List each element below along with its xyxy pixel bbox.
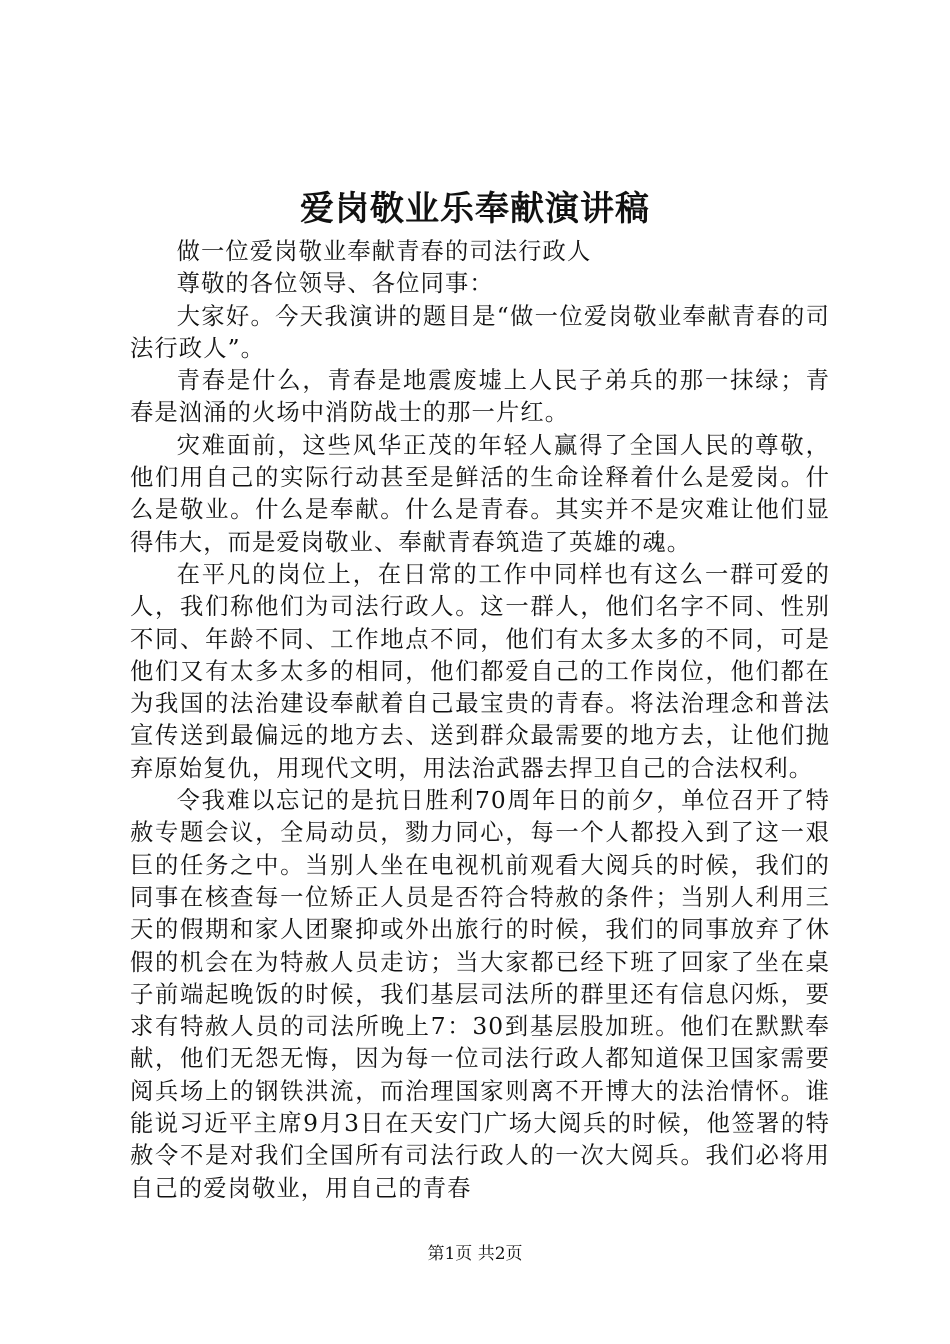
paragraph: 在平凡的岗位上，在日常的工作中同样也有这么一群可爱的人，我们称他们为司法行政人。这一群人，他们名字不同、性别不同、年龄不同、工作地点不同，他们有太多太多的不同，可是他们又有太多太多的相同，他们都爱自己的工作岗位，他们都在为我国的法治建设奉献着自己最宝贵的青春。将法治理念和普法宣传送到最偏远的地方去、送到群众最需要的地方去，让他们抛弃原始复仇，用现代文明，用法治武器去捍卫自己的合法权利。: [130, 560, 830, 782]
paragraph: 青春是什么，青春是地震废墟上人民子弟兵的那一抹绿；青春是汹涌的火场中消防战士的那一片红。: [130, 367, 830, 427]
paragraph: 令我难以忘记的是抗日胜利70周年日的前夕，单位召开了特赦专题会议，全局动员，勠力同心，每一个人都投入到了这一艰巨的任务之中。当别人坐在电视机前观看大阅兵的时候，我们的同事在核查每一位矫正人员是否符合特赦的条件；当别人利用三天的假期和家人团聚抑或外出旅行的时候，我们的同事放弃了休假的机会在为特赦人员走访；当大家都已经下班了回家了坐在桌子前端起晚饭的时候，我们基层司法所的群里还有信息闪烁，要求有特赦人员的司法所晚上7：30到基层股加班。他们在默默奉献，他们无怨无悔，因为每一位司法行政人都知道保卫国家需要阅兵场上的钢铁洪流，而治理国家则离不开博大的法治情怀。谁能说习近平主席9月3日在天安门广场大阅兵的时候，他签署的特赦令不是对我们全国所有司法行政人的一次大阅兵。我们必将用自己的爱岗敬业，用自己的青春: [130, 787, 830, 1202]
paragraph-subtitle: 做一位爱岗敬业奉献青春的司法行政人: [176, 238, 592, 265]
paragraph: 灾难面前，这些风华正茂的年轻人赢得了全国人民的尊敬，他们用自己的实际行动甚至是鲜活的生命诠释着什么是爱岗。什么是敬业。什么是奉献。什么是青春。其实并不是灾难让他们显得伟大，而是爱岗敬业、奉献青春筑造了英雄的魂。: [130, 431, 830, 556]
document-title: 爱岗敬业乐奉献演讲稿: [300, 189, 650, 229]
document-body: [130, 236, 830, 1205]
page-footer: [0, 1242, 950, 1266]
page-number: 第1页 共2页: [427, 1244, 523, 1264]
paragraph-greeting: 大家好。今天我演讲的题目是“做一位爱岗敬业奉献青春的司法行政人”。: [130, 302, 830, 362]
paragraph-salutation: 尊敬的各位领导、各位同事：: [176, 270, 494, 298]
